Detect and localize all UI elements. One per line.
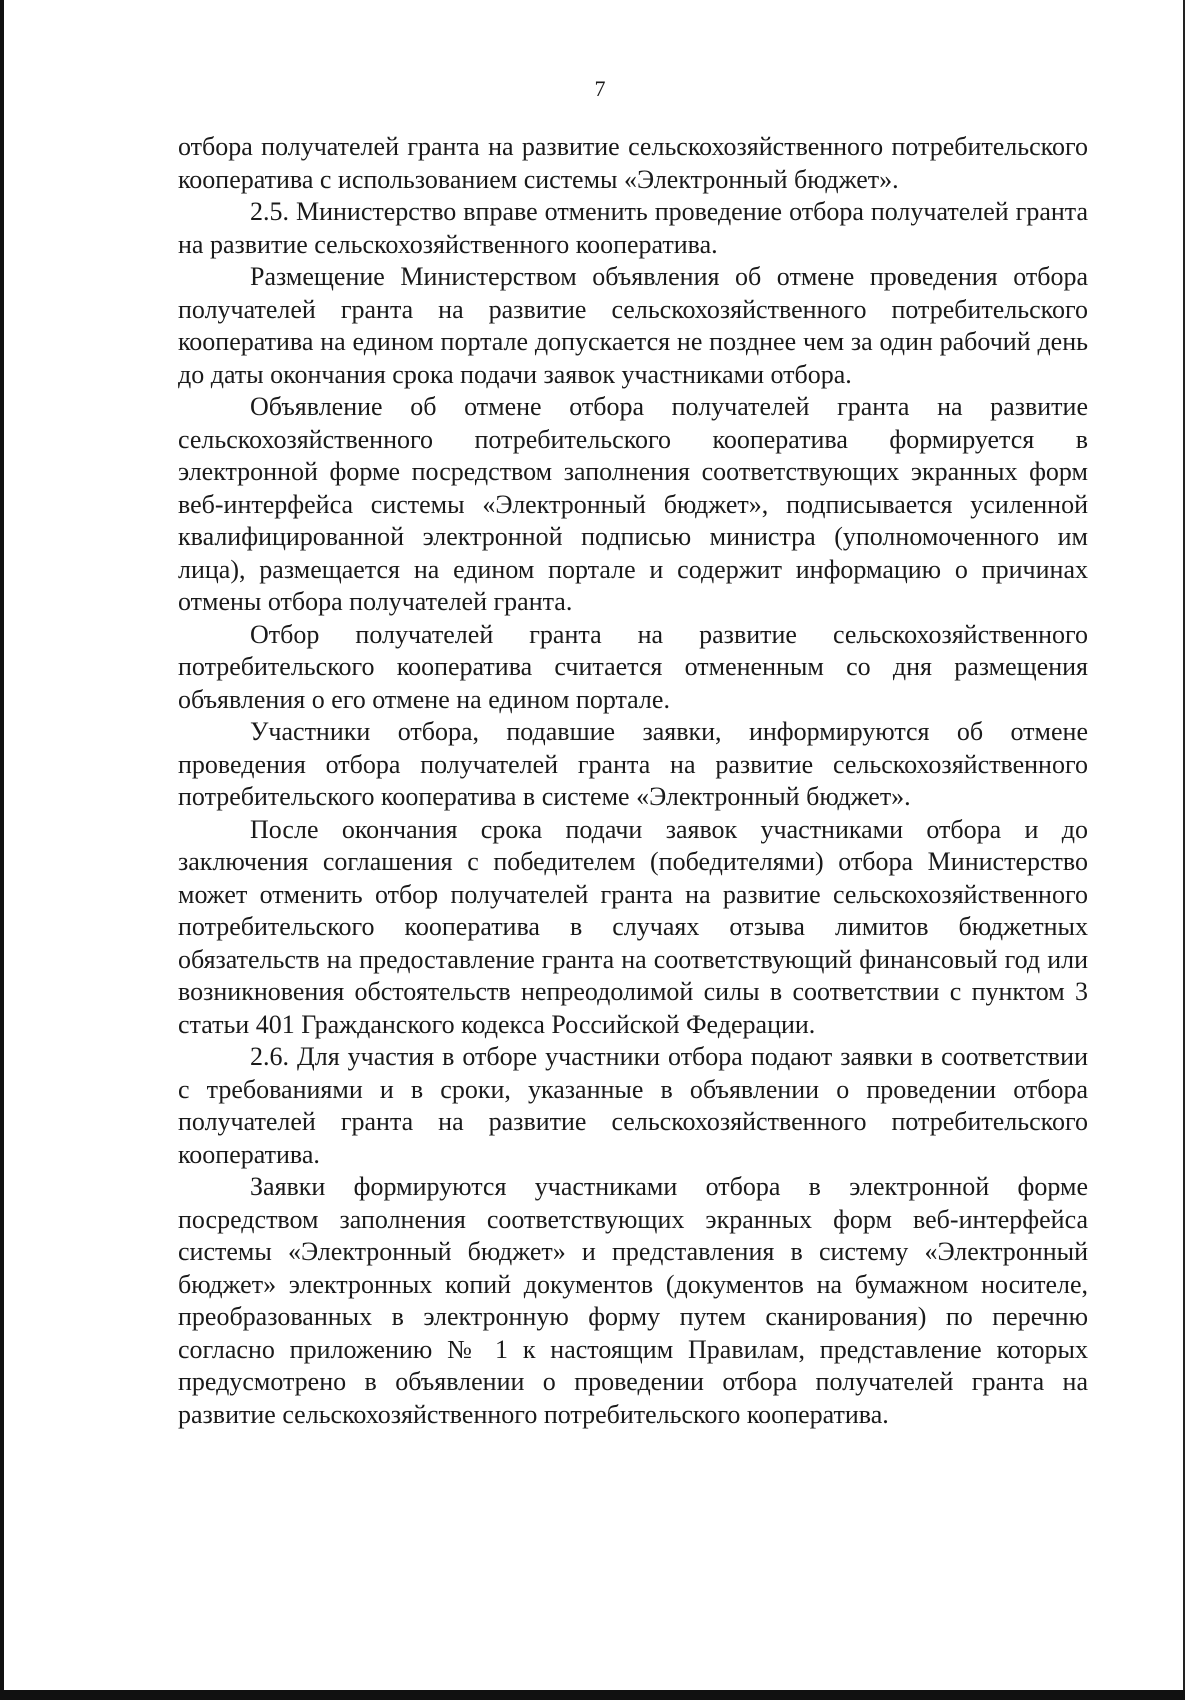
page-number: 7 [594, 76, 606, 101]
paragraph-continuation: отбора получателей гранта на развитие сельскохозяйственного потребительского кооператива с использованием системы «Электронный бюджет». [178, 132, 1088, 194]
scan-edge-left [0, 0, 4, 1700]
paragraph-participants-informed: Участники отбора, подавшие заявки, информируются об отмене проведения отбора получателей гранта на развитие сельскохозяйственного потребительского кооператива в системе «Электронный бюджет». [178, 717, 1088, 811]
paragraph-after-deadline: После окончания срока подачи заявок участниками отбора и до заключения соглашения с победителем (победителями) отбора Министерство может отменить отбор получателей гранта на развитие сельскохозяйственного потребительского кооператива в случаях отзыва лимитов бюджетных обязательств на предоставление гранта на соответствующий финансовый год или возникновения обстоятельств непреодолимой силы в соответствии с пунктом 3 статьи 401 Гражданского кодекса Российской Федерации. [178, 814, 1088, 1039]
scan-edge-right [1183, 0, 1185, 1700]
paragraph-selection-cancelled: Отбор получателей гранта на развитие сельскохозяйственного потребительского кооператива считается отмененным со дня размещения объявления о его отмене на едином портале. [178, 619, 1088, 714]
paragraph-cancellation-placement: Размещение Министерством объявления об отмене проведения отбора получателей гранта на развитие сельскохозяйственного потребительского кооператива на едином портале допускается не позднее чем за один рабочий день до даты окончания срока подачи заявок участниками отбора. [178, 262, 1088, 389]
document-body [178, 131, 1088, 1431]
scan-edge-bottom [0, 1690, 1185, 1700]
paragraph-2-5: 2.5. Министерство вправе отменить проведение отбора получателей гранта на развитие сельскохозяйственного кооператива. [178, 197, 1088, 259]
paragraph-cancellation-announcement: Объявление об отмене отбора получателей гранта на развитие сельскохозяйственного потребительского кооператива формируется в электронной форме посредством заполнения соответствующих экранных форм веб-интерфейса системы «Электронный бюджет», подписывается усиленной квалифицированной электронной подписью министра (уполномоченного им лица), размещается на едином портале и содержит информацию о причинах отмены отбора получателей гранта. [178, 392, 1088, 616]
paragraph-2-6: 2.6. Для участия в отборе участники отбора подают заявки в соответствии с требованиями и в сроки, указанные в объявлении о проведении отбора получателей гранта на развитие сельскохозяйственного потребительского кооператива. [178, 1042, 1088, 1169]
paragraph-applications-formed: Заявки формируются участниками отбора в электронной форме посредством заполнения соответствующих экранных форм веб-интерфейса системы «Электронный бюджет» и представления в систему «Электронный бюджет» электронных копий документов (документов на бумажном носителе, преобразованных в электронную форму путем сканирования) по перечню согласно приложению № 1 к настоящим Правилам, представление которых предусмотрено в объявлении о проведении отбора получателей гранта на развитие сельскохозяйственного потребительского кооператива. [178, 1172, 1088, 1429]
